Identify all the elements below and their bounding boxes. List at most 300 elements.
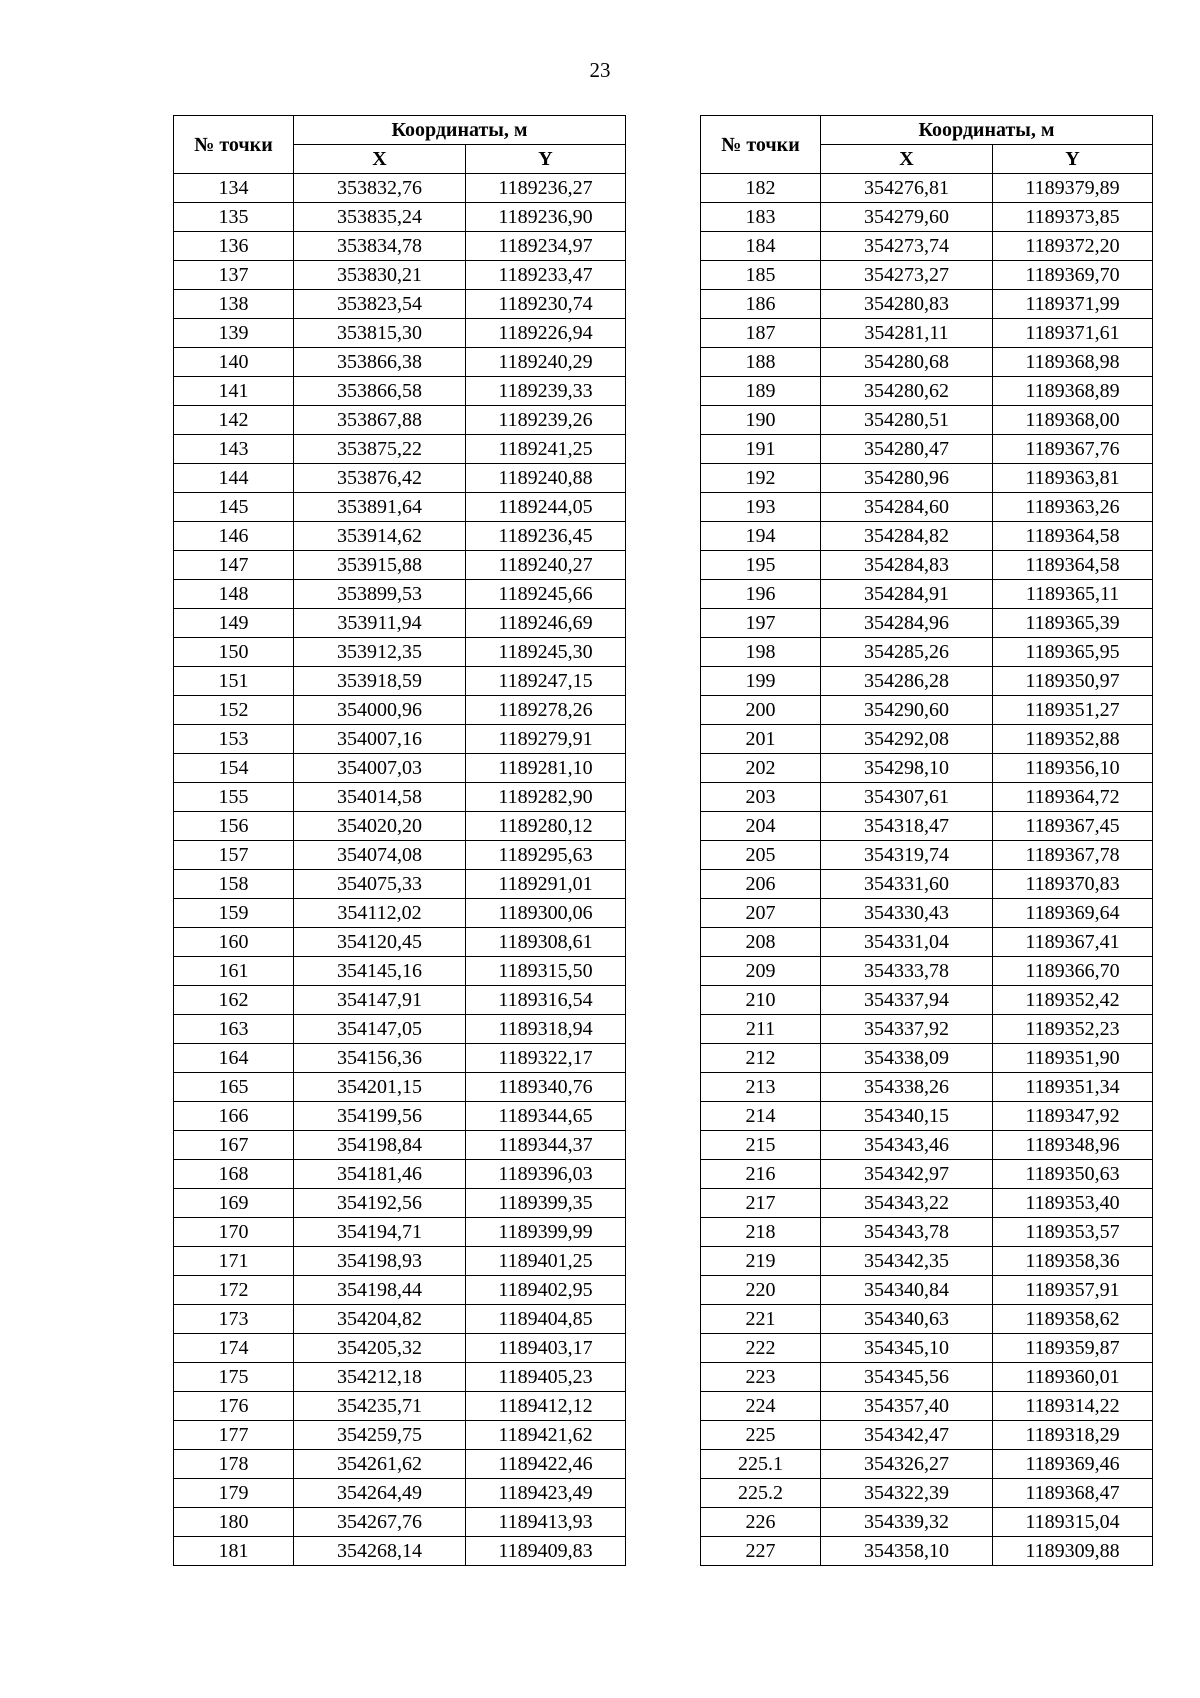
y-coordinate-cell: 1189236,90 xyxy=(466,203,626,232)
y-coordinate-cell: 1189367,76 xyxy=(993,435,1153,464)
table-row xyxy=(701,1044,1153,1073)
point-number-cell: 178 xyxy=(174,1450,294,1479)
table-body-left xyxy=(174,174,626,1566)
point-number-cell: 194 xyxy=(701,522,821,551)
x-coordinate-cell: 354205,32 xyxy=(294,1334,466,1363)
y-coordinate-cell: 1189233,47 xyxy=(466,261,626,290)
x-coordinate-cell: 354192,56 xyxy=(294,1189,466,1218)
table-row xyxy=(174,1479,626,1508)
y-coordinate-cell: 1189409,83 xyxy=(466,1537,626,1566)
table-row xyxy=(174,1334,626,1363)
point-number-cell: 170 xyxy=(174,1218,294,1247)
y-coordinate-cell: 1189352,42 xyxy=(993,986,1153,1015)
table-row xyxy=(174,812,626,841)
x-coordinate-cell: 354290,60 xyxy=(821,696,993,725)
point-number-cell: 180 xyxy=(174,1508,294,1537)
x-coordinate-cell: 353823,54 xyxy=(294,290,466,319)
x-coordinate-cell: 354276,81 xyxy=(821,174,993,203)
y-coordinate-cell: 1189365,39 xyxy=(993,609,1153,638)
point-number-cell: 141 xyxy=(174,377,294,406)
table-row xyxy=(701,174,1153,203)
point-number-cell: 147 xyxy=(174,551,294,580)
y-coordinate-cell: 1189359,87 xyxy=(993,1334,1153,1363)
header-coordinates: Координаты, м xyxy=(821,116,1153,145)
table-row xyxy=(701,493,1153,522)
x-coordinate-cell: 353830,21 xyxy=(294,261,466,290)
x-coordinate-cell: 354339,32 xyxy=(821,1508,993,1537)
table-row xyxy=(174,348,626,377)
x-coordinate-cell: 354340,84 xyxy=(821,1276,993,1305)
x-coordinate-cell: 353912,35 xyxy=(294,638,466,667)
point-number-cell: 137 xyxy=(174,261,294,290)
x-coordinate-cell: 354286,28 xyxy=(821,667,993,696)
x-coordinate-cell: 354284,91 xyxy=(821,580,993,609)
x-coordinate-cell: 354147,91 xyxy=(294,986,466,1015)
point-number-cell: 143 xyxy=(174,435,294,464)
x-coordinate-cell: 354343,46 xyxy=(821,1131,993,1160)
table-row xyxy=(701,232,1153,261)
point-number-cell: 150 xyxy=(174,638,294,667)
point-number-cell: 142 xyxy=(174,406,294,435)
table-row xyxy=(701,638,1153,667)
y-coordinate-cell: 1189234,97 xyxy=(466,232,626,261)
x-coordinate-cell: 354280,47 xyxy=(821,435,993,464)
point-number-cell: 205 xyxy=(701,841,821,870)
y-coordinate-cell: 1189423,49 xyxy=(466,1479,626,1508)
y-coordinate-cell: 1189357,91 xyxy=(993,1276,1153,1305)
table-row xyxy=(174,290,626,319)
y-coordinate-cell: 1189413,93 xyxy=(466,1508,626,1537)
y-coordinate-cell: 1189364,72 xyxy=(993,783,1153,812)
point-number-cell: 175 xyxy=(174,1363,294,1392)
point-number-cell: 214 xyxy=(701,1102,821,1131)
point-number-cell: 188 xyxy=(701,348,821,377)
x-coordinate-cell: 353915,88 xyxy=(294,551,466,580)
table-row xyxy=(174,1102,626,1131)
y-coordinate-cell: 1189318,94 xyxy=(466,1015,626,1044)
coordinates-table-left xyxy=(173,115,626,1566)
table-row xyxy=(174,928,626,957)
x-coordinate-cell: 354014,58 xyxy=(294,783,466,812)
point-number-cell: 139 xyxy=(174,319,294,348)
table-row xyxy=(174,899,626,928)
coordinates-table-right xyxy=(700,115,1153,1566)
point-number-cell: 199 xyxy=(701,667,821,696)
x-coordinate-cell: 354331,60 xyxy=(821,870,993,899)
header-y: Y xyxy=(466,145,626,174)
table-row xyxy=(174,493,626,522)
y-coordinate-cell: 1189247,15 xyxy=(466,667,626,696)
table-row xyxy=(701,1479,1153,1508)
point-number-cell: 186 xyxy=(701,290,821,319)
table-body-right xyxy=(701,174,1153,1566)
point-number-cell: 196 xyxy=(701,580,821,609)
point-number-cell: 135 xyxy=(174,203,294,232)
table-row xyxy=(174,870,626,899)
y-coordinate-cell: 1189316,54 xyxy=(466,986,626,1015)
x-coordinate-cell: 354284,83 xyxy=(821,551,993,580)
y-coordinate-cell: 1189367,78 xyxy=(993,841,1153,870)
table-row xyxy=(174,232,626,261)
point-number-cell: 148 xyxy=(174,580,294,609)
x-coordinate-cell: 354338,26 xyxy=(821,1073,993,1102)
x-coordinate-cell: 354343,78 xyxy=(821,1218,993,1247)
y-coordinate-cell: 1189358,36 xyxy=(993,1247,1153,1276)
x-coordinate-cell: 353899,53 xyxy=(294,580,466,609)
table-row xyxy=(701,580,1153,609)
table-row xyxy=(701,1073,1153,1102)
x-coordinate-cell: 353891,64 xyxy=(294,493,466,522)
x-coordinate-cell: 354267,76 xyxy=(294,1508,466,1537)
x-coordinate-cell: 354273,27 xyxy=(821,261,993,290)
table-row xyxy=(174,261,626,290)
point-number-cell: 162 xyxy=(174,986,294,1015)
table-row xyxy=(701,667,1153,696)
x-coordinate-cell: 354194,71 xyxy=(294,1218,466,1247)
table-row xyxy=(174,174,626,203)
y-coordinate-cell: 1189368,00 xyxy=(993,406,1153,435)
table-row xyxy=(701,1421,1153,1450)
page-number: 23 xyxy=(589,58,611,82)
point-number-cell: 171 xyxy=(174,1247,294,1276)
table-row xyxy=(174,1305,626,1334)
table-row xyxy=(701,261,1153,290)
x-coordinate-cell: 354259,75 xyxy=(294,1421,466,1450)
x-coordinate-cell: 354340,63 xyxy=(821,1305,993,1334)
x-coordinate-cell: 354284,60 xyxy=(821,493,993,522)
x-coordinate-cell: 354322,39 xyxy=(821,1479,993,1508)
x-coordinate-cell: 354181,46 xyxy=(294,1160,466,1189)
table-row xyxy=(174,1537,626,1566)
x-coordinate-cell: 354280,62 xyxy=(821,377,993,406)
table-row xyxy=(174,580,626,609)
point-number-cell: 155 xyxy=(174,783,294,812)
x-coordinate-cell: 354342,35 xyxy=(821,1247,993,1276)
x-coordinate-cell: 354340,15 xyxy=(821,1102,993,1131)
table-row xyxy=(701,1015,1153,1044)
point-number-cell: 209 xyxy=(701,957,821,986)
x-coordinate-cell: 354145,16 xyxy=(294,957,466,986)
header-y: Y xyxy=(993,145,1153,174)
x-coordinate-cell: 354280,96 xyxy=(821,464,993,493)
table-row xyxy=(701,783,1153,812)
y-coordinate-cell: 1189291,01 xyxy=(466,870,626,899)
point-number-cell: 204 xyxy=(701,812,821,841)
x-coordinate-cell: 354284,82 xyxy=(821,522,993,551)
table-row xyxy=(701,1218,1153,1247)
x-coordinate-cell: 354358,10 xyxy=(821,1537,993,1566)
table-row xyxy=(174,377,626,406)
x-coordinate-cell: 354345,10 xyxy=(821,1334,993,1363)
y-coordinate-cell: 1189404,85 xyxy=(466,1305,626,1334)
point-number-cell: 225.2 xyxy=(701,1479,821,1508)
table-row xyxy=(701,464,1153,493)
point-number-cell: 210 xyxy=(701,986,821,1015)
x-coordinate-cell: 353914,62 xyxy=(294,522,466,551)
table-row xyxy=(701,1160,1153,1189)
x-coordinate-cell: 354326,27 xyxy=(821,1450,993,1479)
point-number-cell: 172 xyxy=(174,1276,294,1305)
y-coordinate-cell: 1189347,92 xyxy=(993,1102,1153,1131)
table-row xyxy=(174,1015,626,1044)
point-number-cell: 169 xyxy=(174,1189,294,1218)
table-row xyxy=(701,899,1153,928)
y-coordinate-cell: 1189365,11 xyxy=(993,580,1153,609)
table-row xyxy=(701,870,1153,899)
table-row xyxy=(174,1276,626,1305)
x-coordinate-cell: 354120,45 xyxy=(294,928,466,957)
x-coordinate-cell: 353911,94 xyxy=(294,609,466,638)
y-coordinate-cell: 1189368,89 xyxy=(993,377,1153,406)
table-row xyxy=(174,725,626,754)
y-coordinate-cell: 1189246,69 xyxy=(466,609,626,638)
point-number-cell: 140 xyxy=(174,348,294,377)
table-row xyxy=(701,1131,1153,1160)
table-row xyxy=(701,1537,1153,1566)
table-row xyxy=(701,1334,1153,1363)
table-row xyxy=(701,1189,1153,1218)
table-row xyxy=(174,696,626,725)
point-number-cell: 179 xyxy=(174,1479,294,1508)
point-number-cell: 136 xyxy=(174,232,294,261)
point-number-cell: 203 xyxy=(701,783,821,812)
y-coordinate-cell: 1189282,90 xyxy=(466,783,626,812)
table-row xyxy=(701,1102,1153,1131)
y-coordinate-cell: 1189281,10 xyxy=(466,754,626,783)
y-coordinate-cell: 1189368,47 xyxy=(993,1479,1153,1508)
y-coordinate-cell: 1189350,63 xyxy=(993,1160,1153,1189)
table-row xyxy=(701,435,1153,464)
y-coordinate-cell: 1189401,25 xyxy=(466,1247,626,1276)
x-coordinate-cell: 353815,30 xyxy=(294,319,466,348)
point-number-cell: 181 xyxy=(174,1537,294,1566)
point-number-cell: 223 xyxy=(701,1363,821,1392)
x-coordinate-cell: 354074,08 xyxy=(294,841,466,870)
table-row xyxy=(701,812,1153,841)
point-number-cell: 176 xyxy=(174,1392,294,1421)
x-coordinate-cell: 353876,42 xyxy=(294,464,466,493)
y-coordinate-cell: 1189236,27 xyxy=(466,174,626,203)
y-coordinate-cell: 1189396,03 xyxy=(466,1160,626,1189)
point-number-cell: 173 xyxy=(174,1305,294,1334)
table-row xyxy=(701,841,1153,870)
point-number-cell: 197 xyxy=(701,609,821,638)
y-coordinate-cell: 1189356,10 xyxy=(993,754,1153,783)
table-row xyxy=(174,203,626,232)
point-number-cell: 219 xyxy=(701,1247,821,1276)
table-row xyxy=(701,696,1153,725)
point-number-cell: 192 xyxy=(701,464,821,493)
table-row xyxy=(174,754,626,783)
table-row xyxy=(174,1392,626,1421)
y-coordinate-cell: 1189366,70 xyxy=(993,957,1153,986)
x-coordinate-cell: 354075,33 xyxy=(294,870,466,899)
x-coordinate-cell: 354212,18 xyxy=(294,1363,466,1392)
y-coordinate-cell: 1189371,99 xyxy=(993,290,1153,319)
table-row xyxy=(174,464,626,493)
point-number-cell: 191 xyxy=(701,435,821,464)
y-coordinate-cell: 1189379,89 xyxy=(993,174,1153,203)
table-row xyxy=(701,522,1153,551)
table-row xyxy=(701,203,1153,232)
y-coordinate-cell: 1189369,46 xyxy=(993,1450,1153,1479)
point-number-cell: 159 xyxy=(174,899,294,928)
x-coordinate-cell: 354261,62 xyxy=(294,1450,466,1479)
x-coordinate-cell: 354285,26 xyxy=(821,638,993,667)
point-number-cell: 157 xyxy=(174,841,294,870)
y-coordinate-cell: 1189278,26 xyxy=(466,696,626,725)
table-row xyxy=(701,319,1153,348)
x-coordinate-cell: 354273,74 xyxy=(821,232,993,261)
point-number-cell: 145 xyxy=(174,493,294,522)
y-coordinate-cell: 1189350,97 xyxy=(993,667,1153,696)
point-number-cell: 211 xyxy=(701,1015,821,1044)
y-coordinate-cell: 1189348,96 xyxy=(993,1131,1153,1160)
table-row xyxy=(174,841,626,870)
x-coordinate-cell: 353875,22 xyxy=(294,435,466,464)
table-row xyxy=(174,667,626,696)
point-number-cell: 208 xyxy=(701,928,821,957)
point-number-cell: 185 xyxy=(701,261,821,290)
point-number-cell: 153 xyxy=(174,725,294,754)
table-row xyxy=(174,1073,626,1102)
x-coordinate-cell: 353918,59 xyxy=(294,667,466,696)
table-row xyxy=(174,609,626,638)
x-coordinate-cell: 354147,05 xyxy=(294,1015,466,1044)
y-coordinate-cell: 1189239,33 xyxy=(466,377,626,406)
point-number-cell: 160 xyxy=(174,928,294,957)
y-coordinate-cell: 1189245,30 xyxy=(466,638,626,667)
point-number-cell: 227 xyxy=(701,1537,821,1566)
y-coordinate-cell: 1189315,04 xyxy=(993,1508,1153,1537)
point-number-cell: 195 xyxy=(701,551,821,580)
point-number-cell: 168 xyxy=(174,1160,294,1189)
point-number-cell: 207 xyxy=(701,899,821,928)
x-coordinate-cell: 353866,58 xyxy=(294,377,466,406)
point-number-cell: 158 xyxy=(174,870,294,899)
x-coordinate-cell: 354337,94 xyxy=(821,986,993,1015)
y-coordinate-cell: 1189364,58 xyxy=(993,551,1153,580)
x-coordinate-cell: 354279,60 xyxy=(821,203,993,232)
point-number-cell: 222 xyxy=(701,1334,821,1363)
point-number-cell: 226 xyxy=(701,1508,821,1537)
y-coordinate-cell: 1189367,45 xyxy=(993,812,1153,841)
point-number-cell: 200 xyxy=(701,696,821,725)
y-coordinate-cell: 1189318,29 xyxy=(993,1421,1153,1450)
table-row xyxy=(174,957,626,986)
x-coordinate-cell: 354198,93 xyxy=(294,1247,466,1276)
x-coordinate-cell: 354020,20 xyxy=(294,812,466,841)
table-row xyxy=(701,1363,1153,1392)
x-coordinate-cell: 354319,74 xyxy=(821,841,993,870)
point-number-cell: 190 xyxy=(701,406,821,435)
point-number-cell: 225 xyxy=(701,1421,821,1450)
x-coordinate-cell: 353832,76 xyxy=(294,174,466,203)
table-row xyxy=(174,783,626,812)
y-coordinate-cell: 1189368,98 xyxy=(993,348,1153,377)
table-row xyxy=(174,1421,626,1450)
x-coordinate-cell: 354204,82 xyxy=(294,1305,466,1334)
x-coordinate-cell: 354337,92 xyxy=(821,1015,993,1044)
table-row xyxy=(701,1450,1153,1479)
y-coordinate-cell: 1189239,26 xyxy=(466,406,626,435)
y-coordinate-cell: 1189241,25 xyxy=(466,435,626,464)
y-coordinate-cell: 1189352,23 xyxy=(993,1015,1153,1044)
point-number-cell: 152 xyxy=(174,696,294,725)
point-number-cell: 221 xyxy=(701,1305,821,1334)
y-coordinate-cell: 1189344,37 xyxy=(466,1131,626,1160)
point-number-cell: 134 xyxy=(174,174,294,203)
table-row xyxy=(701,1247,1153,1276)
y-coordinate-cell: 1189344,65 xyxy=(466,1102,626,1131)
x-coordinate-cell: 354330,43 xyxy=(821,899,993,928)
y-coordinate-cell: 1189240,29 xyxy=(466,348,626,377)
table-row xyxy=(701,406,1153,435)
table-row xyxy=(701,928,1153,957)
y-coordinate-cell: 1189358,62 xyxy=(993,1305,1153,1334)
x-coordinate-cell: 354112,02 xyxy=(294,899,466,928)
y-coordinate-cell: 1189363,81 xyxy=(993,464,1153,493)
table-row xyxy=(701,725,1153,754)
table-row xyxy=(174,551,626,580)
table-row xyxy=(174,1044,626,1073)
y-coordinate-cell: 1189364,58 xyxy=(993,522,1153,551)
y-coordinate-cell: 1189399,99 xyxy=(466,1218,626,1247)
y-coordinate-cell: 1189352,88 xyxy=(993,725,1153,754)
table-row xyxy=(174,1131,626,1160)
point-number-cell: 225.1 xyxy=(701,1450,821,1479)
table-row xyxy=(701,348,1153,377)
x-coordinate-cell: 354280,83 xyxy=(821,290,993,319)
table-row xyxy=(701,957,1153,986)
y-coordinate-cell: 1189351,90 xyxy=(993,1044,1153,1073)
point-number-cell: 212 xyxy=(701,1044,821,1073)
y-coordinate-cell: 1189322,17 xyxy=(466,1044,626,1073)
point-number-cell: 198 xyxy=(701,638,821,667)
y-coordinate-cell: 1189308,61 xyxy=(466,928,626,957)
point-number-cell: 224 xyxy=(701,1392,821,1421)
x-coordinate-cell: 354307,61 xyxy=(821,783,993,812)
y-coordinate-cell: 1189369,64 xyxy=(993,899,1153,928)
y-coordinate-cell: 1189370,83 xyxy=(993,870,1153,899)
y-coordinate-cell: 1189422,46 xyxy=(466,1450,626,1479)
point-number-cell: 146 xyxy=(174,522,294,551)
point-number-cell: 156 xyxy=(174,812,294,841)
table-row xyxy=(174,1363,626,1392)
x-coordinate-cell: 354235,71 xyxy=(294,1392,466,1421)
point-number-cell: 174 xyxy=(174,1334,294,1363)
x-coordinate-cell: 353867,88 xyxy=(294,406,466,435)
y-coordinate-cell: 1189412,12 xyxy=(466,1392,626,1421)
table-row xyxy=(174,406,626,435)
x-coordinate-cell: 354345,56 xyxy=(821,1363,993,1392)
y-coordinate-cell: 1189367,41 xyxy=(993,928,1153,957)
x-coordinate-cell: 354338,09 xyxy=(821,1044,993,1073)
y-coordinate-cell: 1189230,74 xyxy=(466,290,626,319)
point-number-cell: 218 xyxy=(701,1218,821,1247)
y-coordinate-cell: 1189360,01 xyxy=(993,1363,1153,1392)
x-coordinate-cell: 354357,40 xyxy=(821,1392,993,1421)
point-number-cell: 215 xyxy=(701,1131,821,1160)
table-row xyxy=(701,986,1153,1015)
x-coordinate-cell: 354198,84 xyxy=(294,1131,466,1160)
table-row xyxy=(174,319,626,348)
table-row xyxy=(701,1305,1153,1334)
y-coordinate-cell: 1189351,34 xyxy=(993,1073,1153,1102)
point-number-cell: 167 xyxy=(174,1131,294,1160)
x-coordinate-cell: 354343,22 xyxy=(821,1189,993,1218)
y-coordinate-cell: 1189295,63 xyxy=(466,841,626,870)
